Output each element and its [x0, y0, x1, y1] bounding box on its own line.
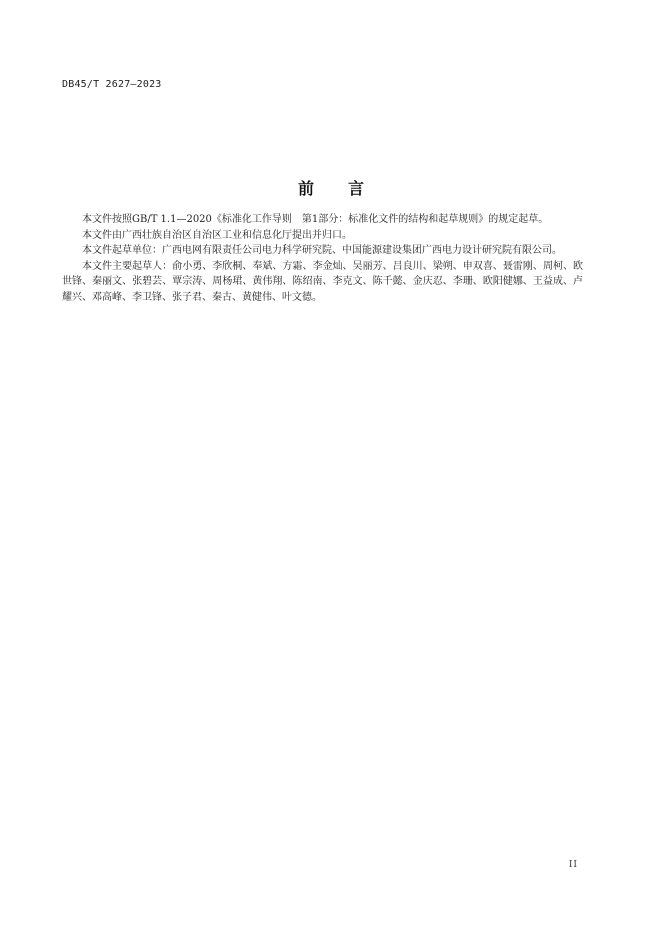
paragraph-drafters: 本文件主要起草人：俞小勇、李欣桐、奉斌、方霜、李金灿、吴丽芳、吕良川、梁朔、申双喜、聂雷刚、周柯、欧世锋、秦丽文、张碧芸、覃宗涛、周杨珺、黄伟翔、陈绍南、李克文、陈千懿、金庆忍、李珊、欧阳健娜、王益成、卢耀兴、邓高峰、李卫锋、张子君、秦古、黄健伟、叶文德。: [62, 260, 583, 303]
paragraph-proposer: 本文件由广西壮族自治区自治区工业和信息化厅提出并归口。: [82, 229, 352, 241]
document-code: DB45/T 2627—2023: [62, 79, 162, 90]
page-title: [0, 176, 662, 199]
page-number: II: [568, 860, 578, 870]
title-char-1: 前: [297, 179, 314, 198]
paragraph-drafting-units: 本文件起草单位：广西电网有限责任公司电力科学研究院、中国能源建设集团广西电力设计研究院有限公司。: [82, 245, 562, 256]
paragraph-drafting-rules: 本文件按照GB/T 1.1—2020《标准化工作导则 第1部分：标准化文件的结构和起草规则》的规定起草。: [82, 214, 549, 225]
title-char-2: 言: [348, 179, 365, 198]
preface-body: [62, 212, 583, 305]
